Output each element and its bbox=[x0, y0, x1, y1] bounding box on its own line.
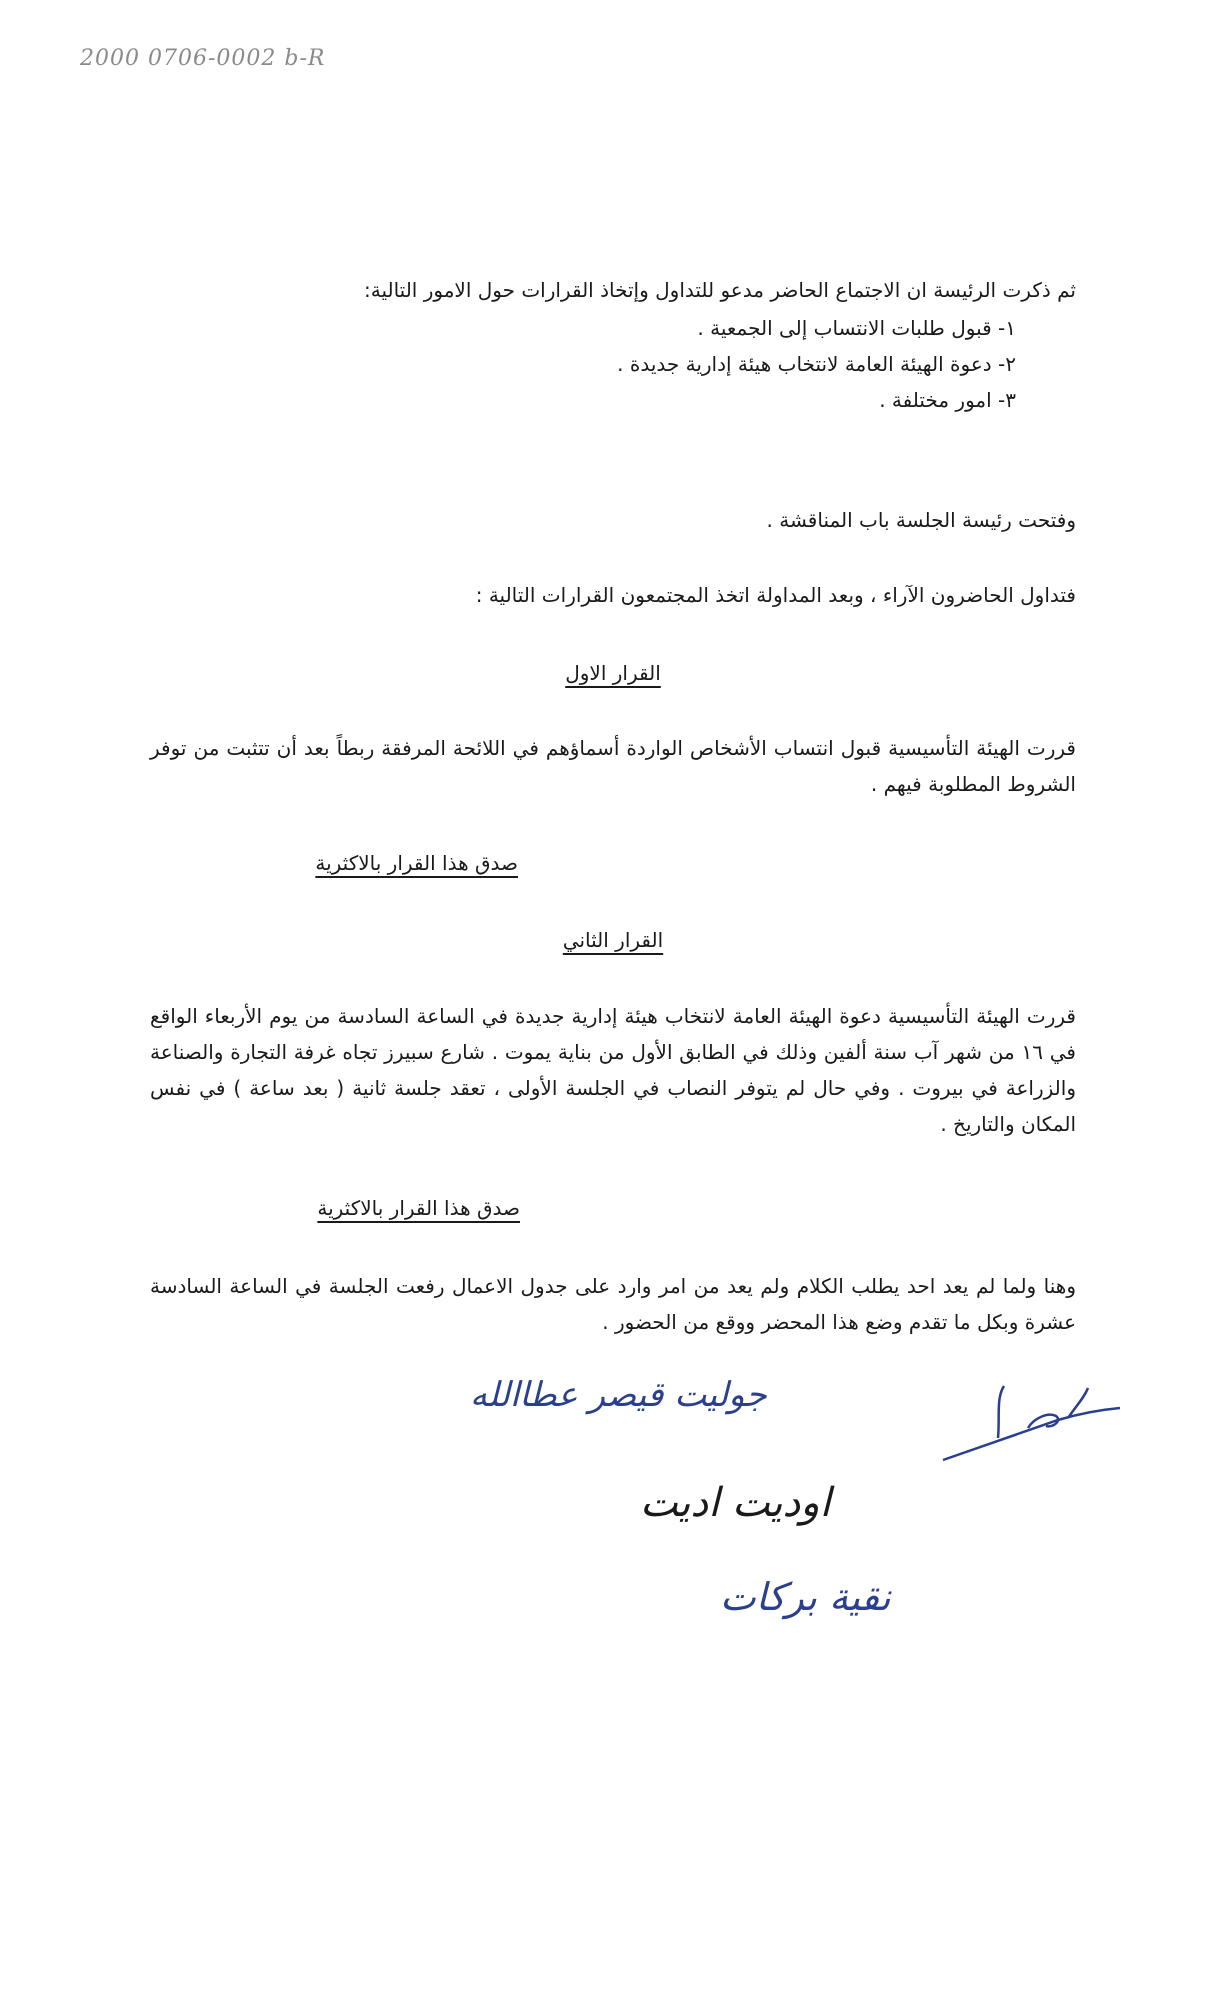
discussion-opened: وفتحت رئيسة الجلسة باب المناقشة . bbox=[766, 508, 1076, 532]
decision2-approval-wrap bbox=[200, 1190, 520, 1226]
decision1-approval-wrap bbox=[198, 845, 518, 881]
decision1-approval: صدق هذا القرار بالاكثرية bbox=[315, 851, 518, 875]
agenda-list bbox=[150, 310, 1076, 418]
signature-juliette: جوليت قيصر عطاالله bbox=[470, 1375, 767, 1415]
decision2-title-wrap bbox=[150, 922, 1076, 958]
discussion-deliberated: فتداول الحاضرون الآراء ، وبعد المداولة اتخذ المجتمعون القرارات التالية : bbox=[475, 583, 1076, 607]
decision1-title: القرار الاول bbox=[565, 661, 661, 685]
signature-third: نقية بركات bbox=[720, 1575, 891, 1619]
closing-text: وهنا ولما لم يعد احد يطلب الكلام ولم يعد من امر وارد على جدول الاعمال رفعت الجلسة في الساعة السادسة عشرة وبكل ما تقدم وضع هذا المحضر ووقع من الحضور . bbox=[150, 1274, 1076, 1334]
signature-odette: اوديت اديت bbox=[640, 1480, 831, 1526]
agenda-item-3: ٣- امور مختلفة . bbox=[879, 388, 1016, 412]
decision2-approval: صدق هذا القرار بالاكثرية bbox=[317, 1196, 520, 1220]
agenda-item-2: ٢- دعوة الهيئة العامة لانتخاب هيئة إدارية جديدة . bbox=[617, 352, 1016, 376]
signature-scribble-icon bbox=[938, 1368, 1128, 1478]
intro-line: ثم ذكرت الرئيسة ان الاجتماع الحاضر مدعو للتداول وإتخاذ القرارات حول الامور التالية: bbox=[363, 278, 1076, 302]
intro-section bbox=[150, 272, 1076, 418]
decision2-title: القرار الثاني bbox=[562, 928, 664, 952]
decision1-text: قررت الهيئة التأسيسية قبول انتساب الأشخاص الواردة أسماؤهم في اللائحة المرفقة ربطاً بعد أن تتثبت من توفر الشروط المطلوبة فيهم . bbox=[150, 736, 1076, 796]
decision1-title-wrap bbox=[150, 655, 1076, 691]
decision2-text: قررت الهيئة التأسيسية دعوة الهيئة العامة لانتخاب هيئة إدارية جديدة في الساعة السادسة من يوم الأربعاء الواقع في ١٦ من شهر آب سنة ألفين وذلك في الطابق الأول من بناية يموت . شارع سبيرز تجاه غرفة التجارة والصناعة والزراعة في بيروت . وفي حال لم يتوفر النصاب في الجلسة الأولى ، تعقد جلسة ثانية ( بعد ساعة ) في نفس المكان والتاريخ . bbox=[150, 1004, 1076, 1136]
agenda-item-1: ١- قبول طلبات الانتساب إلى الجمعية . bbox=[697, 316, 1016, 340]
handwritten-reference-number: 2000 0706-0002 b-R bbox=[80, 46, 326, 71]
